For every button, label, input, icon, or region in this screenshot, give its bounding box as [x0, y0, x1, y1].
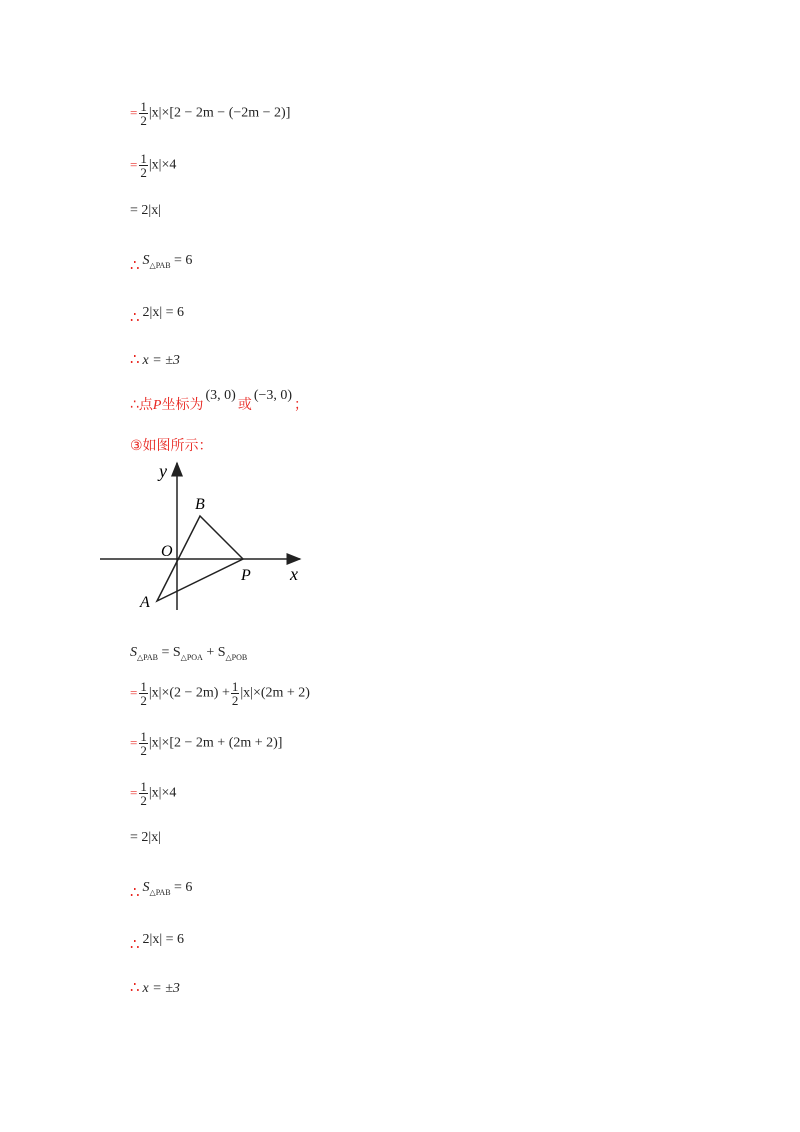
- equation-line: = $\frac{1}{2}$ |x|×[2 − 2m − (−2m − 2)]: [130, 99, 291, 128]
- therefore-symbol: ∴: [130, 258, 140, 274]
- point-p-label: P: [241, 567, 251, 584]
- equals-sign: =: [130, 156, 138, 172]
- equation-line: ∴ x = ±3: [130, 980, 180, 996]
- x-axis-label: x: [290, 564, 298, 584]
- equals-sign: =: [130, 104, 138, 120]
- equation-line: = $\frac{1}{2}$ |x|×(2 − 2m) + $\frac{1}{2}$ |x|×(2m + 2): [130, 679, 310, 708]
- therefore-symbol: ∴: [130, 310, 140, 326]
- equation-line: = $\frac{1}{2}$ |x|×4: [130, 779, 177, 808]
- point-b-label: B: [195, 496, 205, 513]
- equation-line: ∴ $S_{\triangle PAB} = 6$: [130, 880, 193, 901]
- equals-sign: =: [130, 734, 138, 750]
- equation-line: ∴ x = ±3: [130, 352, 180, 368]
- equation-line: = 2|x|: [130, 830, 162, 845]
- equals-sign: =: [130, 784, 138, 800]
- case-3-label: ③如图所示：: [130, 438, 213, 454]
- triangle-diagram: [95, 455, 315, 620]
- equation-line: = $\frac{1}{2}$ |x|×4: [130, 151, 177, 180]
- therefore-symbol: ∴: [130, 937, 140, 953]
- therefore-symbol: ∴: [130, 885, 140, 901]
- equation-line: ∴ 2|x| = 6: [130, 305, 185, 326]
- fraction-half: $\frac{1}{2}$: [140, 779, 147, 808]
- area-equation: $S_{\triangle PAB} = S_{\triangle POA} + S_{\triangle POB}$: [130, 645, 248, 662]
- therefore-symbol: ∴: [130, 352, 140, 368]
- equation-line: ∴ $S_{\triangle PAB} = 6$: [130, 253, 193, 274]
- fraction-half: $\frac{1}{2}$: [140, 679, 147, 708]
- equation-line: ∴ 2|x| = 6: [130, 932, 185, 953]
- equation-line: = $\frac{1}{2}$ |x|×[2 − 2m + (2m + 2)]: [130, 729, 283, 758]
- therefore-symbol: ∴: [130, 980, 140, 996]
- fraction-half: $\frac{1}{2}$: [140, 151, 147, 180]
- equals-sign: =: [130, 684, 138, 700]
- y-axis-label: y: [159, 461, 167, 481]
- fraction-half: $\frac{1}{2}$: [140, 99, 147, 128]
- conclusion-line: ∴点P坐标为(3, 0)或(−3, 0)；: [130, 388, 309, 413]
- fraction-half: $\frac{1}{2}$: [140, 729, 147, 758]
- fraction-half: $\frac{1}{2}$: [231, 679, 239, 708]
- origin-label: O: [161, 543, 173, 560]
- point-a-label: A: [140, 594, 150, 611]
- equation-line: = 2|x|: [130, 203, 162, 218]
